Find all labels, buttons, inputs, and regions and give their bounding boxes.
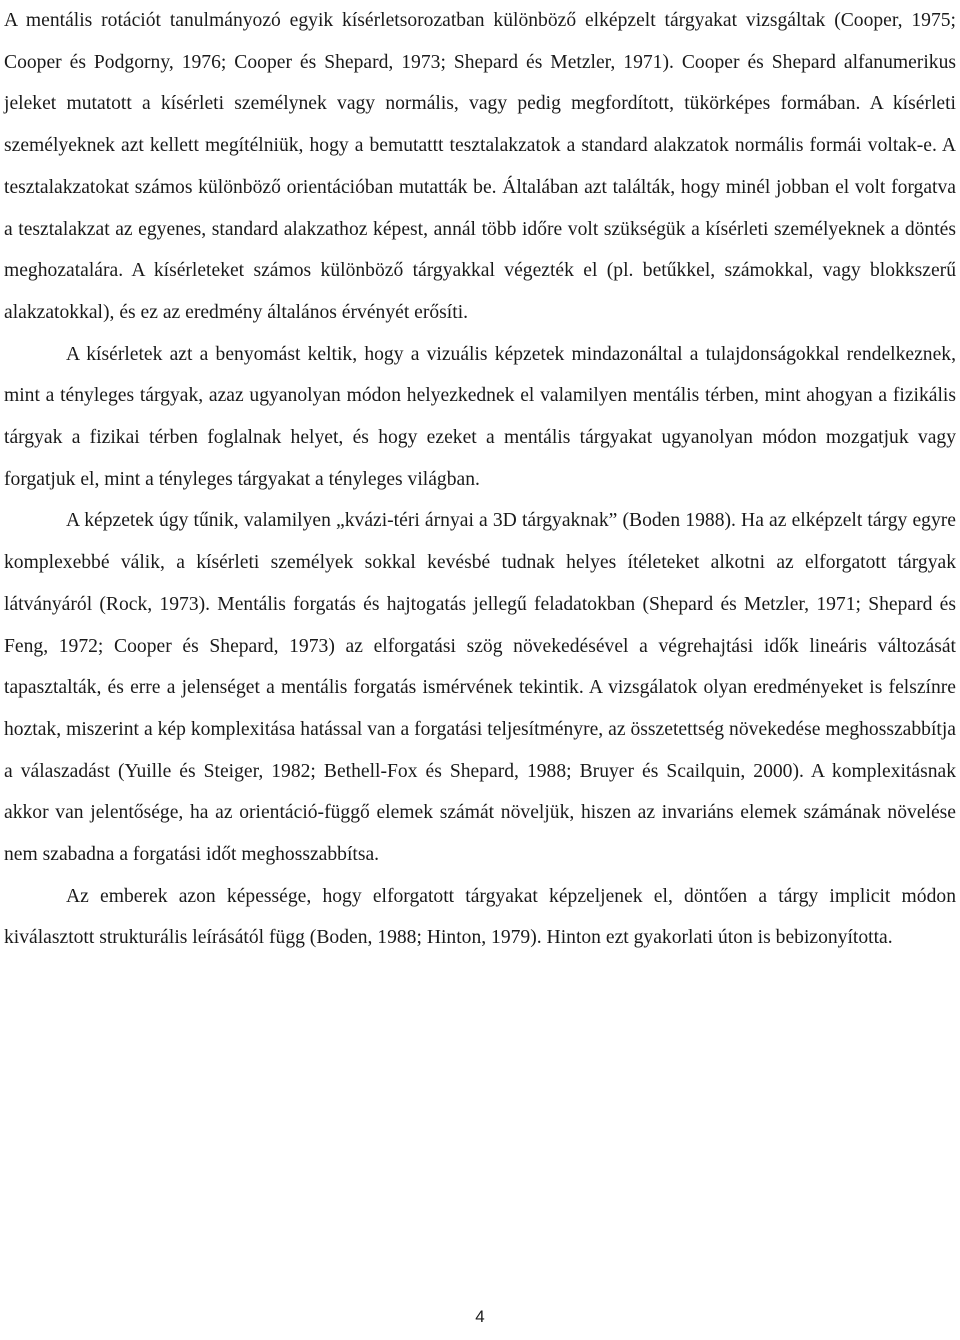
paragraph-mental-rotation-experiments: A mentális rotációt tanulmányozó egyik kísérletsorozatban különböző elképzelt tárgyakat vizsgáltak (Cooper, 1975; Cooper és Podgorny, 1976; Cooper és Shepard, 1973; Shepard és Metzler, 1971). Cooper és Shepard alfanumerikus jeleket mutatott a kísérleti személynek vagy normális, vagy pedig megfordított, tükörképes formában. A kísérleti személyeknek azt kellett megítélniük, hogy a bemutattt tesztalakzatok a standard alakzatok normális formái voltak-e. A tesztalakzatokat számos különböző orientációban mutatták be. Általában azt találták, hogy minél jobban el volt forgatva a tesztalakzat az egyenes, standard alakzathoz képest, annál több időre volt szükségük a kísérleti személyeknek a döntés meghozatalára. A kísérleteket számos különböző tárgyakkal végezték el (pl. betűkkel, számokkal, vagy blokkszerű alakzatokkal), és ez az eredmény általános érvényét erősíti. (4, 10, 956, 323)
document-page (4, 0, 956, 959)
page-number: 4 (475, 1307, 485, 1326)
paragraph-quasi-spatial-shadows: A képzetek úgy tűnik, valamilyen „kvázi-téri árnyai a 3D tárgyaknak” (Boden 1988). Ha az elképzelt tárgy egyre komplexebbé válik, a kísérleti személyek sokkal kevésbé tudnak helyes ítéleteket alkotni az elforgatott tárgyak látványáról (Rock, 1973). Mentális forgatás és hajtogatás jellegű feladatokban (Shepard és Metzler, 1971; Shepard és Feng, 1972; Cooper és Shepard, 1973) az elforgatási szög növekedésével a végrehajtási idők lineáris változását tapasztalták, és erre a jelenséget a mentális forgatás ismérvének tekintik. A vizsgálatok olyan eredményeket is felszínre hoztak, miszerint a kép komplexitása hatással van a forgatási teljesítményre, az összetettség növekedése meghosszabbítja a válaszadást (Yuille és Steiger, 1982; Bethell-Fox és Shepard, 1988; Bruyer és Scailquin, 2000). A komplexitásnak akkor van jelentősége, ha az orientáció-függő elemek számát növeljük, hiszen az invariáns elemek számának növelése nem szabadna a forgatási időt meghosszabbítsa. (4, 510, 956, 866)
paragraph-visual-imagery: A kísérletek azt a benyomást keltik, hogy a vizuális képzetek mindazonáltal a tulajdonságokkal rendelkeznek, mint a tényleges tárgyak, azaz ugyanolyan módon helyezkednek el valamilyen mentális térben, mint ahogyan a fizikális tárgyak a fizikai térben foglalnak helyet, és hogy ezeket a mentális tárgyakat ugyanolyan módon mozgatjuk vagy forgatjuk el, mint a tényleges tárgyakat a tényleges világban. (4, 343, 956, 490)
paragraph-structural-description: Az emberek azon képessége, hogy elforgatott tárgyakat képzeljenek el, döntően a tárgy implicit módon kiválasztott strukturális leírásától függ (Boden, 1988; Hinton, 1979). Hinton ezt gyakorlati úton is bebizonyította. (4, 885, 956, 949)
